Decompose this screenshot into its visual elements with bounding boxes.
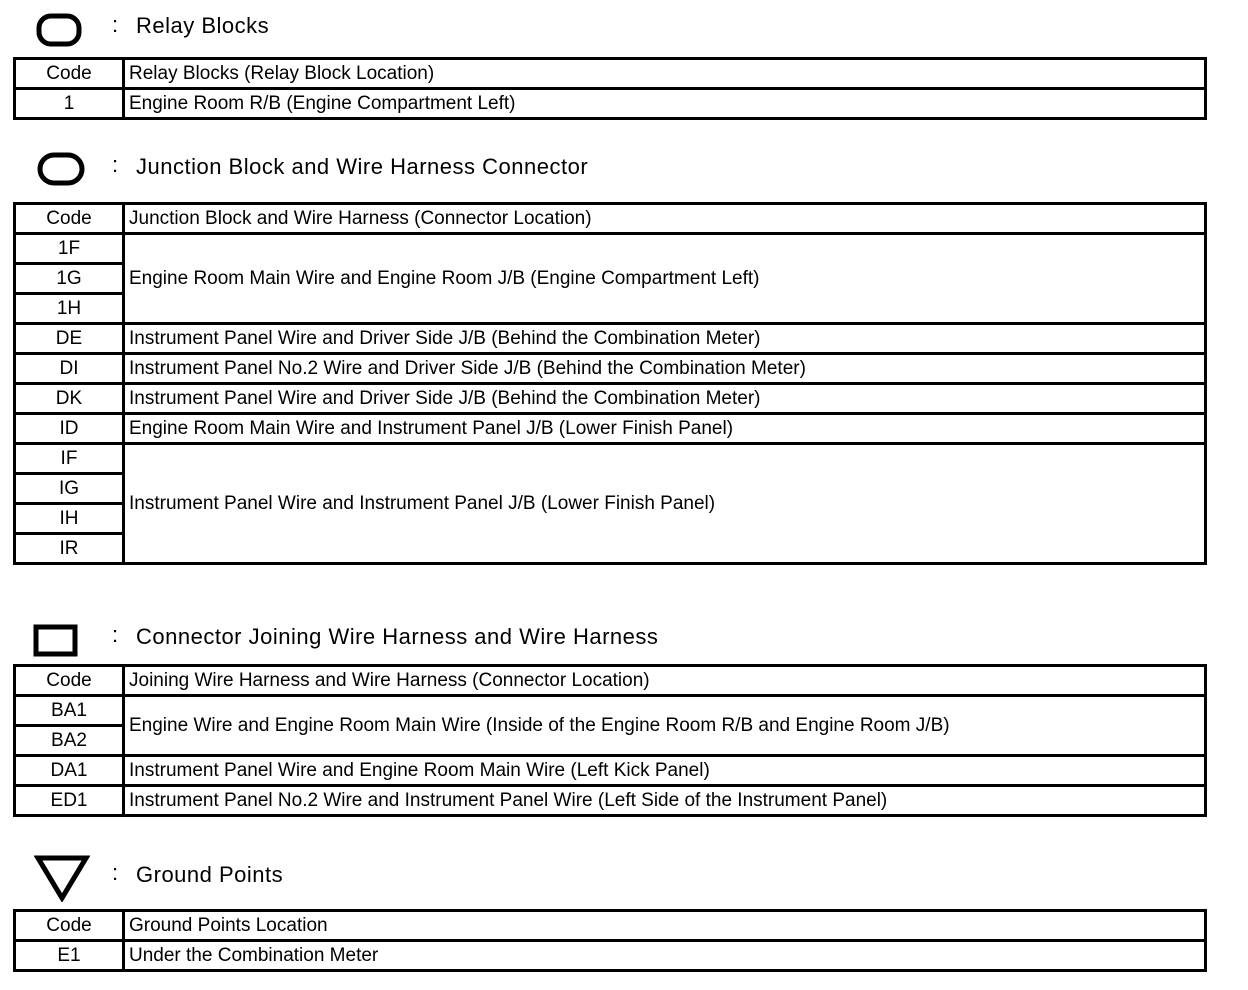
location-cell: Instrument Panel Wire and Driver Side J/B (Behind the Combination Meter): [124, 324, 1206, 354]
section-heading-junction-block: [0, 148, 1248, 188]
location-cell: Instrument Panel Wire and Engine Room Main Wire (Left Kick Panel): [124, 756, 1206, 786]
code-cell: 1H: [15, 294, 124, 324]
code-header: Code: [15, 666, 124, 696]
relay-blocks-table: [13, 57, 1207, 120]
table-row: [15, 696, 1206, 726]
table-header-row: [15, 666, 1206, 696]
connector-joining-table: [13, 664, 1207, 817]
code-cell: 1: [15, 89, 124, 119]
table-header-row: [15, 59, 1206, 89]
square-box-icon: [33, 624, 79, 658]
code-cell: DI: [15, 354, 124, 384]
table-header-row: [15, 204, 1206, 234]
section-title: Connector Joining Wire Harness and Wire Harness: [136, 624, 659, 649]
rounded-box-icon: [36, 13, 82, 47]
code-cell: BA2: [15, 726, 124, 756]
code-cell: DK: [15, 384, 124, 414]
table-header-row: [15, 911, 1206, 941]
table-row: [15, 384, 1206, 414]
location-header: Junction Block and Wire Harness (Connector Location): [124, 204, 1206, 234]
code-cell: BA1: [15, 696, 124, 726]
section-title: Relay Blocks: [136, 13, 270, 38]
table-row: [15, 756, 1206, 786]
code-cell: ED1: [15, 786, 124, 816]
location-header: Joining Wire Harness and Wire Harness (Connector Location): [124, 666, 1206, 696]
table-row: [15, 354, 1206, 384]
location-cell: Engine Room R/B (Engine Compartment Left): [124, 89, 1206, 119]
code-cell: IR: [15, 534, 124, 564]
code-header: Code: [15, 911, 124, 941]
table-row: [15, 324, 1206, 354]
location-cell: Instrument Panel No.2 Wire and Instrument Panel Wire (Left Side of the Instrument Panel): [124, 786, 1206, 816]
ground-points-table: [13, 909, 1207, 972]
code-cell: E1: [15, 941, 124, 971]
colon: :: [112, 152, 119, 177]
junction-block-table: [13, 202, 1207, 565]
code-cell: DE: [15, 324, 124, 354]
section-heading-connector-joining: [0, 618, 1248, 658]
table-row: [15, 786, 1206, 816]
code-cell: IG: [15, 474, 124, 504]
location-cell: Engine Room Main Wire and Engine Room J/B (Engine Compartment Left): [124, 234, 1206, 324]
code-cell: DA1: [15, 756, 124, 786]
location-header: Relay Blocks (Relay Block Location): [124, 59, 1206, 89]
colon: :: [112, 12, 119, 37]
down-triangle-icon: [34, 854, 90, 902]
code-cell: IF: [15, 444, 124, 474]
location-cell: Engine Room Main Wire and Instrument Panel J/B (Lower Finish Panel): [124, 414, 1206, 444]
colon: :: [112, 622, 119, 647]
code-cell: 1F: [15, 234, 124, 264]
table-row: [15, 414, 1206, 444]
section-heading-ground-points: [0, 852, 1248, 892]
section-title: Ground Points: [136, 862, 284, 887]
code-cell: 1G: [15, 264, 124, 294]
code-cell: ID: [15, 414, 124, 444]
table-row: [15, 444, 1206, 474]
location-header: Ground Points Location: [124, 911, 1206, 941]
table-row: [15, 941, 1206, 971]
location-cell: Under the Combination Meter: [124, 941, 1206, 971]
oval-box-icon: [37, 152, 85, 186]
location-cell: Engine Wire and Engine Room Main Wire (Inside of the Engine Room R/B and Engine Room J/B): [124, 696, 1206, 756]
table-row: [15, 234, 1206, 264]
colon: :: [112, 860, 119, 885]
location-cell: Instrument Panel No.2 Wire and Driver Side J/B (Behind the Combination Meter): [124, 354, 1206, 384]
table-row: [15, 89, 1206, 119]
section-title: Junction Block and Wire Harness Connector: [136, 154, 589, 179]
location-cell: Instrument Panel Wire and Driver Side J/B (Behind the Combination Meter): [124, 384, 1206, 414]
code-header: Code: [15, 204, 124, 234]
code-cell: IH: [15, 504, 124, 534]
section-heading-relay-blocks: [0, 8, 1248, 48]
location-cell: Instrument Panel Wire and Instrument Panel J/B (Lower Finish Panel): [124, 444, 1206, 564]
code-header: Code: [15, 59, 124, 89]
